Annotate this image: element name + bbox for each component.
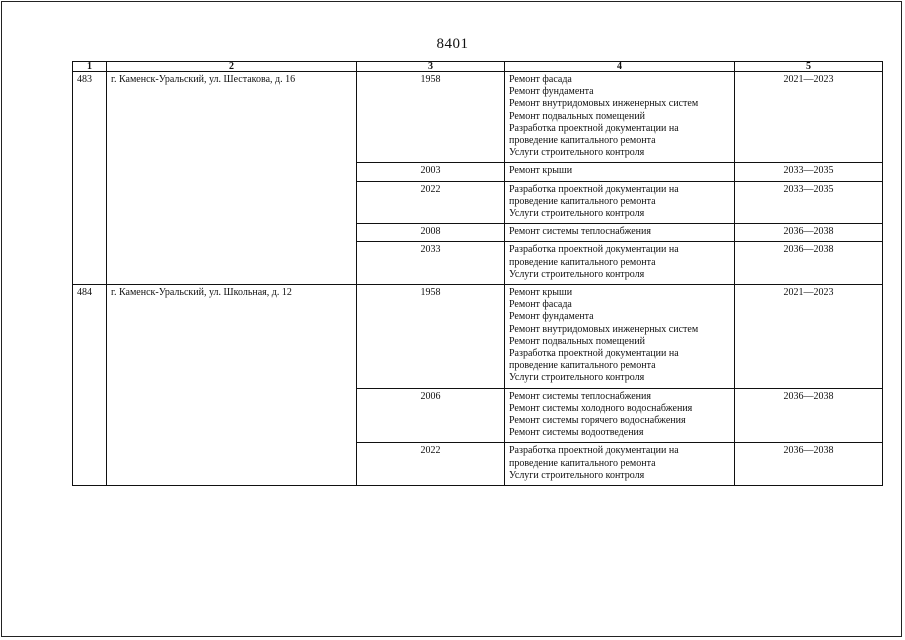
- house-number: 484: [73, 285, 107, 486]
- period-cell: 2036—2038: [735, 388, 883, 443]
- year-cell: 1958: [357, 72, 505, 163]
- works-cell: [505, 181, 735, 224]
- header-col-3: 3: [357, 62, 505, 72]
- works-cell: [505, 443, 735, 486]
- header-col-4: 4: [505, 62, 735, 72]
- year-cell: 2008: [357, 224, 505, 242]
- work-item: Разработка проектной документации на: [509, 244, 679, 256]
- house-address: г. Каменск-Уральский, ул. Шестакова, д. 16: [107, 72, 357, 285]
- period-cell: 2036—2038: [735, 443, 883, 486]
- work-item: Разработка проектной документации на: [509, 183, 679, 195]
- work-item: Услуги строительного контроля: [509, 268, 645, 280]
- work-item: Ремонт крыши: [509, 287, 573, 299]
- period-cell: 2033—2035: [735, 163, 883, 181]
- period-cell: 2036—2038: [735, 224, 883, 242]
- work-item: Услуги строительного контроля: [509, 208, 645, 220]
- work-item: проведение капитального ремонта: [509, 360, 656, 372]
- table-row: [73, 72, 883, 163]
- work-item: Ремонт системы холодного водоснабжения: [509, 402, 693, 414]
- work-item: Услуги строительного контроля: [509, 372, 645, 384]
- work-item: проведение капитального ремонта: [509, 256, 656, 268]
- period-cell: 2033—2035: [735, 181, 883, 224]
- works-cell: [505, 388, 735, 443]
- capital-repair-table: [72, 61, 883, 486]
- works-cell: [505, 285, 735, 389]
- header-col-1: 1: [73, 62, 107, 72]
- work-item: проведение капитального ремонта: [509, 135, 656, 147]
- year-cell: 2003: [357, 163, 505, 181]
- work-item: проведение капитального ремонта: [509, 457, 656, 469]
- house-number: 483: [73, 72, 107, 285]
- work-item: проведение капитального ремонта: [509, 195, 656, 207]
- work-item: Разработка проектной документации на: [509, 445, 679, 457]
- header-row: [73, 62, 883, 72]
- house-address: г. Каменск-Уральский, ул. Школьная, д. 12: [107, 285, 357, 486]
- works-cell: [505, 242, 735, 285]
- work-item: Услуги строительного контроля: [509, 147, 645, 159]
- work-item: Ремонт подвальных помещений: [509, 110, 645, 122]
- works-cell: [505, 72, 735, 163]
- work-item: Разработка проектной документации на: [509, 348, 679, 360]
- work-item: Ремонт фундамента: [509, 86, 594, 98]
- work-item: Ремонт системы теплоснабжения: [509, 226, 651, 238]
- work-item: Ремонт крыши: [509, 165, 573, 177]
- period-cell: 2036—2038: [735, 242, 883, 285]
- work-item: Ремонт фасада: [509, 74, 572, 85]
- work-item: Ремонт внутридомовых инженерных систем: [509, 98, 699, 110]
- work-item: Разработка проектной документации на: [509, 122, 679, 134]
- work-item: Ремонт системы водоотведения: [509, 427, 644, 439]
- work-item: Ремонт системы горячего водоснабжения: [509, 415, 686, 427]
- table-body: [73, 72, 883, 486]
- table-row: [73, 285, 883, 389]
- year-cell: 2006: [357, 388, 505, 443]
- period-cell: 2021—2023: [735, 285, 883, 389]
- work-item: Ремонт подвальных помещений: [509, 335, 645, 347]
- work-item: Ремонт системы теплоснабжения: [509, 390, 651, 402]
- header-col-5: 5: [735, 62, 883, 72]
- year-cell: 2022: [357, 181, 505, 224]
- works-cell: [505, 163, 735, 181]
- work-item: Услуги строительного контроля: [509, 469, 645, 481]
- page-number: 8401: [436, 36, 469, 52]
- work-item: Ремонт внутридомовых инженерных систем: [509, 323, 699, 335]
- year-cell: 2033: [357, 242, 505, 285]
- work-item: Ремонт фундамента: [509, 311, 594, 323]
- work-item: Ремонт фасада: [509, 299, 572, 311]
- year-cell: 1958: [357, 285, 505, 389]
- period-cell: 2021—2023: [735, 72, 883, 163]
- year-cell: 2022: [357, 443, 505, 486]
- works-cell: [505, 224, 735, 242]
- header-col-2: 2: [107, 62, 357, 72]
